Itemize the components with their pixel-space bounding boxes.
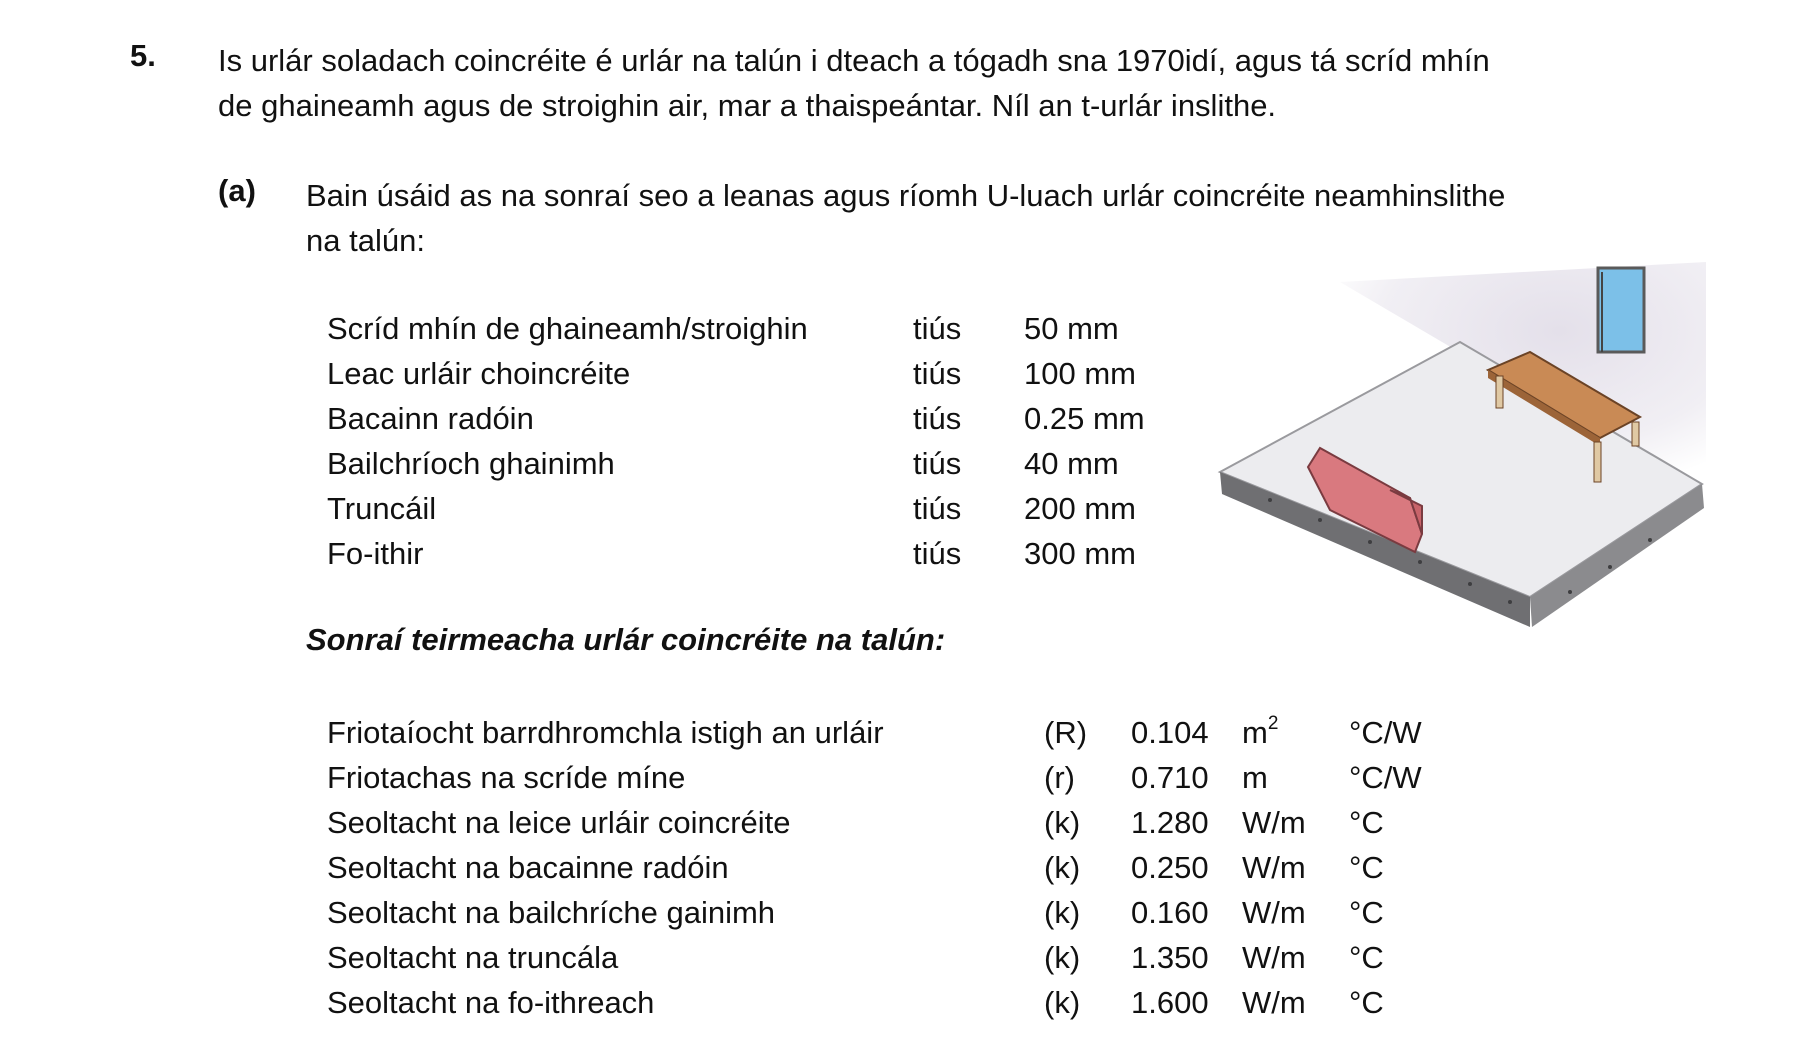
property-value: 1.350 bbox=[1131, 940, 1209, 975]
dimension-value: 200 mm bbox=[1024, 491, 1136, 526]
property-unit-secondary: °C/W bbox=[1349, 715, 1422, 750]
property-unit: W/m bbox=[1242, 805, 1306, 840]
property-unit: W/m bbox=[1242, 940, 1306, 975]
property-unit: W/m bbox=[1242, 985, 1306, 1020]
property-symbol: (R) bbox=[1044, 715, 1088, 750]
property-unit-secondary: °C/W bbox=[1349, 760, 1422, 795]
dimension-name: Bacainn radóin bbox=[327, 401, 534, 436]
property-symbol: (r) bbox=[1044, 760, 1075, 795]
thermal-row bbox=[327, 845, 1527, 890]
property-unit: W/m bbox=[1242, 895, 1306, 930]
intro-line: Is urlár soladach coincréite é urlár na talún i dteach a tógadh sna 1970idí, agus tá scríd mhín bbox=[218, 43, 1490, 78]
property-name: Seoltacht na bailchríche gainimh bbox=[327, 895, 776, 930]
thermal-row bbox=[327, 935, 1527, 980]
thermal-row bbox=[327, 980, 1527, 1025]
property-symbol: (k) bbox=[1044, 940, 1081, 975]
dimension-value: 300 mm bbox=[1024, 536, 1136, 571]
dimension-row bbox=[327, 441, 1197, 486]
property-unit-secondary: °C bbox=[1349, 940, 1384, 975]
dimension-row bbox=[327, 396, 1197, 441]
part-a-line: na talún: bbox=[306, 223, 425, 258]
dimension-row bbox=[327, 351, 1197, 396]
dimension-label: tiús bbox=[913, 401, 962, 436]
dimension-value: 100 mm bbox=[1024, 356, 1136, 391]
dimension-value: 50 mm bbox=[1024, 311, 1119, 346]
dimension-label: tiús bbox=[913, 536, 962, 571]
floor-illustration bbox=[1210, 262, 1706, 644]
dimension-label: tiús bbox=[913, 491, 962, 526]
window-icon bbox=[1598, 268, 1644, 352]
property-value: 0.710 bbox=[1131, 760, 1209, 795]
dimension-name: Leac urláir choincréite bbox=[327, 356, 631, 391]
property-name: Friotaíocht barrdhromchla istigh an urláir bbox=[327, 715, 884, 750]
dimension-row bbox=[327, 531, 1197, 576]
thermal-row bbox=[327, 710, 1527, 755]
dimension-name: Truncáil bbox=[327, 491, 437, 526]
dimension-label: tiús bbox=[913, 311, 962, 346]
thermal-data-table bbox=[327, 710, 1527, 1025]
question-intro bbox=[218, 38, 1490, 128]
thermal-row bbox=[327, 800, 1527, 845]
dimension-row bbox=[327, 306, 1197, 351]
property-symbol: (k) bbox=[1044, 985, 1081, 1020]
dimension-name: Scríd mhín de ghaineamh/stroighin bbox=[327, 311, 808, 346]
property-unit: W/m bbox=[1242, 850, 1306, 885]
dimension-name: Bailchríoch ghainimh bbox=[327, 446, 615, 481]
property-symbol: (k) bbox=[1044, 850, 1081, 885]
property-symbol: (k) bbox=[1044, 895, 1081, 930]
property-value: 1.280 bbox=[1131, 805, 1209, 840]
property-name: Friotachas na scríde míne bbox=[327, 760, 686, 795]
property-name: Seoltacht na bacainne radóin bbox=[327, 850, 729, 885]
property-unit-secondary: °C bbox=[1349, 850, 1384, 885]
dimension-row bbox=[327, 486, 1197, 531]
dimension-name: Fo-ithir bbox=[327, 536, 424, 571]
part-a-text bbox=[306, 173, 1505, 263]
thermal-row bbox=[327, 755, 1527, 800]
property-name: Seoltacht na leice urláir coincréite bbox=[327, 805, 791, 840]
property-unit-secondary: °C bbox=[1349, 805, 1384, 840]
property-unit-secondary: °C bbox=[1349, 895, 1384, 930]
dimensions-table bbox=[327, 306, 1197, 576]
dimension-label: tiús bbox=[913, 446, 962, 481]
property-symbol: (k) bbox=[1044, 805, 1081, 840]
intro-line: de ghaineamh agus de stroighin air, mar a thaispeántar. Níl an t-urlár inslithe. bbox=[218, 88, 1277, 123]
property-value: 0.104 bbox=[1131, 715, 1209, 750]
property-value: 1.600 bbox=[1131, 985, 1209, 1020]
question-number: 5. bbox=[130, 38, 156, 73]
property-name: Seoltacht na fo-ithreach bbox=[327, 985, 655, 1020]
property-name: Seoltacht na truncála bbox=[327, 940, 619, 975]
thermal-row bbox=[327, 890, 1527, 935]
property-unit-secondary: °C bbox=[1349, 985, 1384, 1020]
dimension-value: 40 mm bbox=[1024, 446, 1119, 481]
thermal-heading: Sonraí teirmeacha urlár coincréite na talún: bbox=[306, 622, 946, 657]
property-unit: m bbox=[1242, 760, 1268, 795]
dimension-value: 0.25 mm bbox=[1024, 401, 1145, 436]
property-value: 0.160 bbox=[1131, 895, 1209, 930]
part-a-label: (a) bbox=[218, 173, 256, 208]
property-unit: $m^2$ bbox=[1242, 713, 1279, 750]
property-value: 0.250 bbox=[1131, 850, 1209, 885]
dimension-label: tiús bbox=[913, 356, 962, 391]
part-a-line: Bain úsáid as na sonraí seo a leanas agus ríomh U-luach urlár coincréite neamhinslithe bbox=[306, 178, 1506, 213]
